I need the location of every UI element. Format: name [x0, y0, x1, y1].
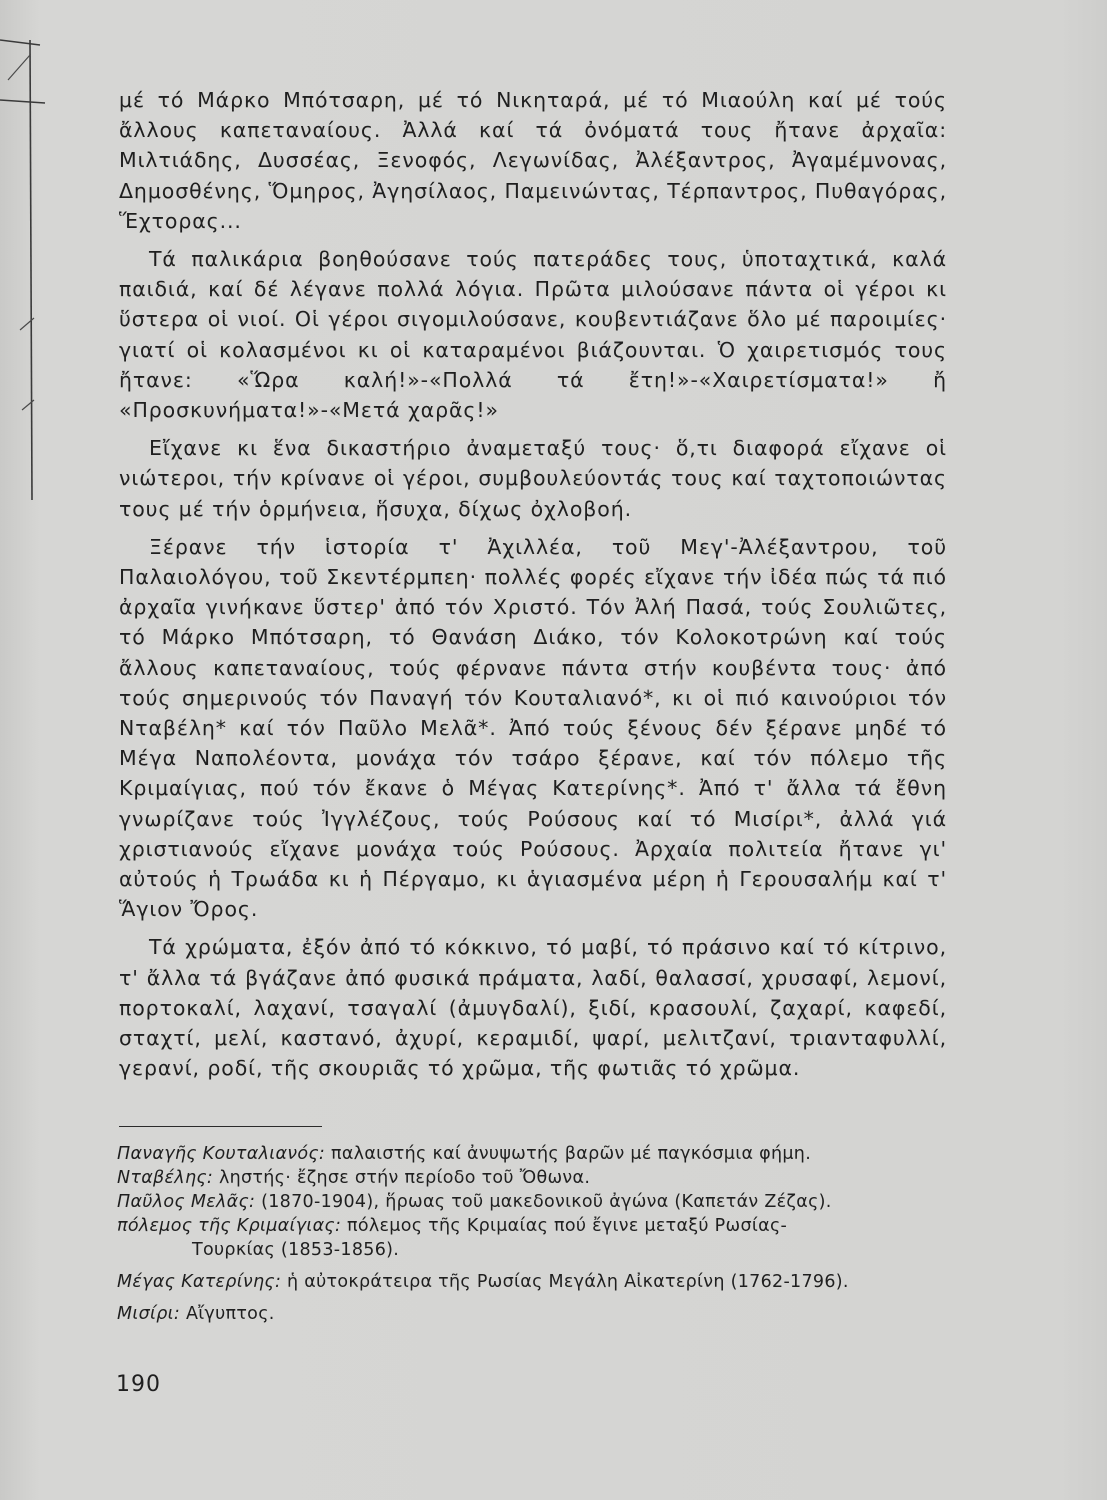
- footnote: [117, 1270, 957, 1294]
- footnote-term: Παναγῆς Κουταλιανός:: [117, 1144, 326, 1164]
- footnote-text: πόλεμος τῆς Κριμαίας πού ἔγινε μεταξύ Ρωσίας-: [347, 1216, 788, 1236]
- footnote-term: Νταβέλης:: [117, 1168, 214, 1188]
- paragraph-1: μέ τό Μάρκο Μπότσαρη, μέ τό Νικηταρά, μέ τό Μιαούλη καί μέ τούς ἄλλους καπεταναίους. Ἀλλά καί τά ὀνόματά τους ἤτανε ἀρχαῖα: Μιλτιάδης, Δυσσέας, Ξενοφός, Λεγωνίδας, Ἀλέξαντρος, Ἀγαμέμνονας, Δημοσθένης, Ὅμηρος, Ἀγησίλαος, Παμεινώντας, Τέρπαντρος, Πυθαγόρας, Ἕχτορας...: [119, 88, 947, 233]
- footnote-term: πόλεμος τῆς Κριμαίγιας:: [117, 1216, 342, 1236]
- paragraph-4: Ξέρανε τήν ἱστορία τ' Ἀχιλλέα, τοῦ Μεγ'-Ἀλέξαντρου, τοῦ Παλαιολόγου, τοῦ Σκεντέρμπεη· πολλές φορές εἴχανε τήν ἰδέα πώς τά πιό ἀρχαῖα γινήκανε ὕστερ' ἀπό τόν Χριστό. Τόν Ἀλή Πασά, τούς Σουλιῶτες, τό Μάρκο Μπότσαρη, τό Θανάση Διάκο, τόν Κολοκοτρώνη καί τούς ἄλλους καπεταναίους, τούς φέρνανε πάντα στήν κουβέντα τους· ἀπό τούς σημερινούς τόν Παναγή τόν Κουταλιανό*, κι οἱ πιό καινούριοι τόν Νταβέλη* καί τόν Παῦλο Μελᾶ*. Ἀπό τούς ξένους δέν ξέρανε μηδέ τό Μέγα Ναπολέοντα, μονάχα τόν τσάρο ξέρανε, καί τόν πόλεμο τῆς Κριμαίγιας, πού τόν ἔκανε ὁ Μέγας Κατερίνης*. Ἀπό τ' ἄλλα τά ἔθνη γνωρίζανε τούς Ἰγγλέζους, τούς Ρούσους καί τό Μισίρι*, ἀλλά γιά χριστιανούς εἴχανε μονάχα τούς Ρούσους. Ἀρχαία πολιτεία ἤτανε γι' αὐτούς ἡ Τρωάδα κι ἡ Πέργαμο, κι ἁγιασμένα μέρη ἡ Γερουσαλήμ καί τ' Ἅγιον Ὄρος.: [119, 534, 947, 922]
- footnote-text: παλαιστής καί ἀνυψωτής βαρῶν μέ παγκόσμια φήμη.: [331, 1144, 812, 1164]
- paragraph-5: Τά χρώματα, ἐξόν ἀπό τό κόκκινο, τό μαβί, τό πράσινο καί τό κίτρινο, τ' ἄλλα τά βγάζανε ἀπό φυσικά πράματα, λαδί, θαλασσί, χρυσαφί, λεμονί, πορτοκαλί, λαχανί, τσαγαλί (ἀμυγδαλί), ξιδί, κρασουλί, ζαχαρί, καφεδί, σταχτί, μελί, καστανό, ἀχυρί, κεραμιδί, ψαρί, μελιτζανί, τριανταφυλλί, γερανί, ροδί, τῆς σκουριᾶς τό χρῶμα, τῆς φωτιᾶς τό χρῶμα.: [119, 935, 947, 1081]
- footnote-term: Παῦλος Μελᾶς:: [117, 1192, 256, 1212]
- footnotes: [117, 1142, 957, 1326]
- footnote-text: ληστής· ἔζησε στήν περίοδο τοῦ Ὄθωνα.: [218, 1168, 591, 1188]
- page-number: 190: [116, 1372, 161, 1397]
- footnote: [117, 1302, 957, 1326]
- main-text: [119, 85, 947, 1092]
- footnote-text: Αἴγυπτος.: [185, 1304, 275, 1324]
- footnote: [117, 1214, 957, 1262]
- footnote-text: ἡ αὐτοκράτειρα τῆς Ρωσίας Μεγάλη Αἰκατερίνη (1762-1796).: [287, 1272, 849, 1292]
- paragraph-2: Τά παλικάρια βοηθούσανε τούς πατεράδες τους, ὑποταχτικά, καλά παιδιά, καί δέ λέγανε πολλά λόγια. Πρῶτα μιλούσανε πάντα οἱ γέροι κι ὕστερα οἱ νιοί. Οἱ γέροι σιγομιλούσανε, κουβεντιάζανε ὅλο μέ παροιμίες· γιατί οἱ κολασμένοι κι οἱ καταραμένοι βιάζουνται. Ὁ χαιρετισμός τους ἤτανε: «Ὥρα καλή!»-«Πολλά τά ἔτη!»-«Χαιρετίσματα!» ἤ «Προσκυνήματα!»-«Μετά χαρᾶς!»: [119, 247, 947, 423]
- footnote: [117, 1166, 957, 1190]
- paragraph-3: Εἴχανε κι ἕνα δικαστήριο ἀναμεταξύ τους· ὅ,τι διαφορά εἴχανε οἱ νιώτεροι, τήν κρίνανε οἱ γέροι, συμβουλεύοντάς τους καί ταχτοποιώντας τους μέ τήν ὁρμήνεια, ἥσυχα, δίχως ὀχλοβοή.: [119, 436, 947, 521]
- margin-pencil-marks: [0, 0, 60, 520]
- footnote: [117, 1190, 957, 1214]
- footnote-text: (1870-1904), ἥρωας τοῦ μακεδονικοῦ ἀγώνα (Καπετάν Ζέζας).: [261, 1192, 832, 1212]
- footnote-continuation: Τουρκίας (1853-1856).: [192, 1240, 400, 1260]
- footnote-divider: [119, 1126, 322, 1127]
- footnote-term: Μέγας Κατερίνης:: [117, 1272, 282, 1292]
- footnote-term: Μισίρι:: [117, 1304, 181, 1324]
- footnote: [117, 1142, 957, 1166]
